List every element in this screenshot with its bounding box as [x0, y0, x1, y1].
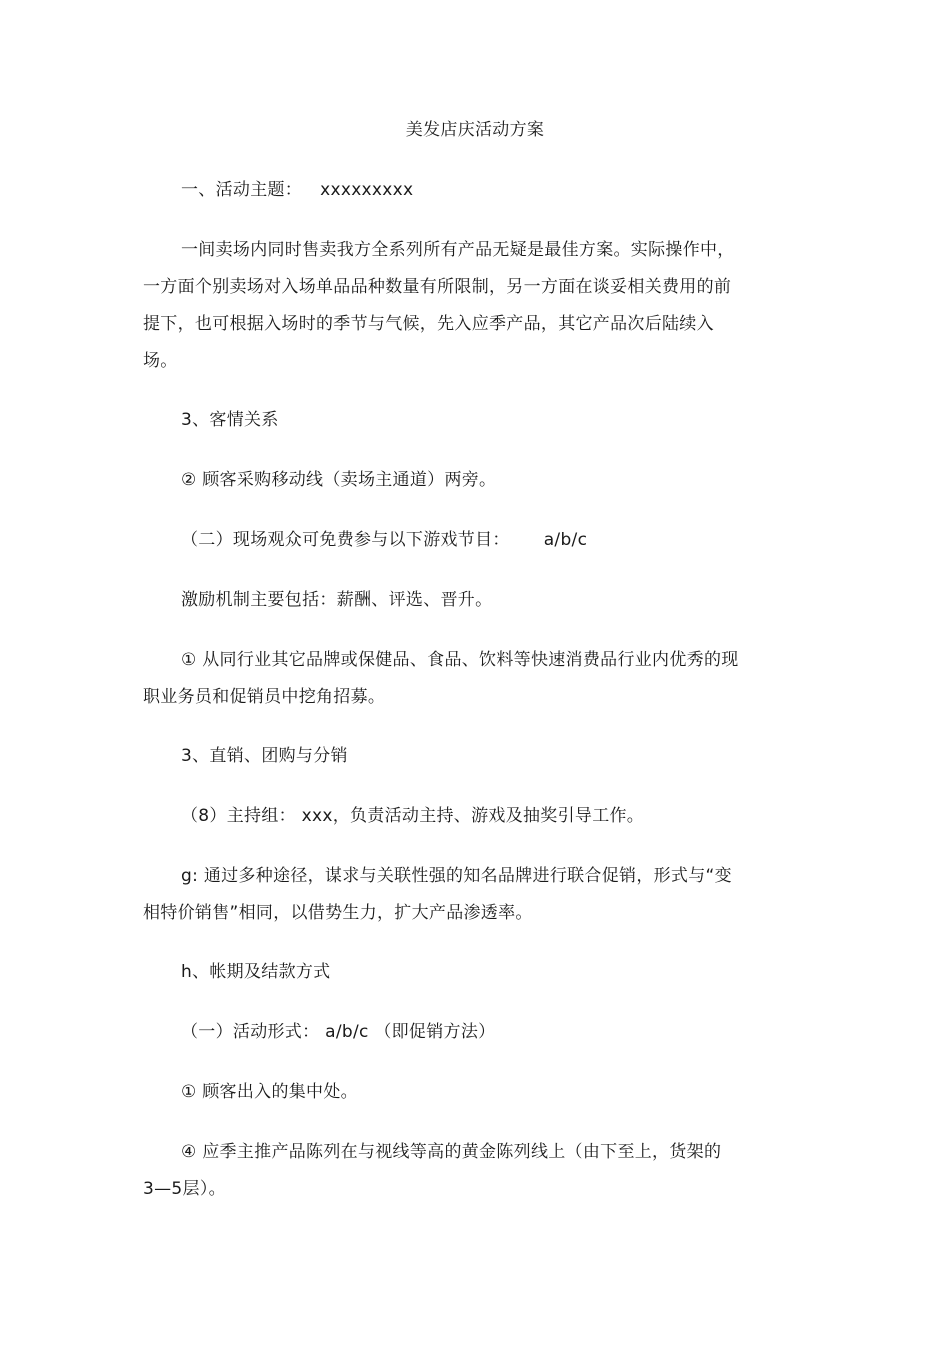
list-item: ② 顾客采购移动线（卖场主通道）两旁。: [181, 470, 497, 490]
paragraph-line: 提下，也可根据入场时的季节与气候，先入应季产品，其它产品次后陆续入: [143, 314, 714, 334]
paragraph-line: 相特价销售”相同，以借势生力，扩大产品渗透率。: [143, 903, 533, 923]
paragraph-line: g: 通过多种途径，谋求与关联性强的知名品牌进行联合促销，形式与“变: [181, 866, 732, 886]
list-item: ① 从同行业其它品牌或保健品、食品、饮料等快速消费品行业内优秀的现: [181, 650, 739, 670]
activity-theme-value: xxxxxxxxx: [320, 180, 414, 200]
section-heading: h、帐期及结款方式: [181, 962, 331, 982]
games-line: [181, 530, 587, 550]
activity-theme-line: [181, 180, 413, 200]
games-value: a/b/c: [543, 530, 588, 550]
list-item: ① 顾客出入的集中处。: [181, 1082, 358, 1102]
paragraph-line: 激励机制主要包括：薪酬、评选、晋升。: [181, 590, 493, 610]
document-title: 美发店庆活动方案: [405, 120, 545, 140]
games-label: （二）现场观众可免费参与以下游戏节目：: [181, 530, 510, 550]
paragraph-line: 场。: [143, 351, 178, 371]
section-heading: 3、客情关系: [181, 410, 279, 430]
section-heading: 3、直销、团购与分销: [181, 746, 348, 766]
paragraph-line: 职业务员和促销员中挖角招募。: [143, 687, 386, 707]
paragraph-line: 一间卖场内同时售卖我方全系列所有产品无疑是最佳方案。实际操作中，: [181, 240, 735, 260]
activity-theme-label: 一、活动主题：: [181, 180, 303, 200]
list-item: ④ 应季主推产品陈列在与视线等高的黄金陈列线上（由下至上，货架的: [181, 1142, 722, 1162]
paragraph-line: 3—5层）。: [143, 1179, 226, 1199]
paragraph-line: （8）主持组： xxx，负责活动主持、游戏及抽奖引导工作。: [181, 806, 645, 826]
paragraph-line: （一）活动形式： a/b/c （即促销方法）: [181, 1022, 496, 1042]
paragraph-line: 一方面个别卖场对入场单品品种数量有所限制，另一方面在谈妥相关费用的前: [143, 277, 732, 297]
